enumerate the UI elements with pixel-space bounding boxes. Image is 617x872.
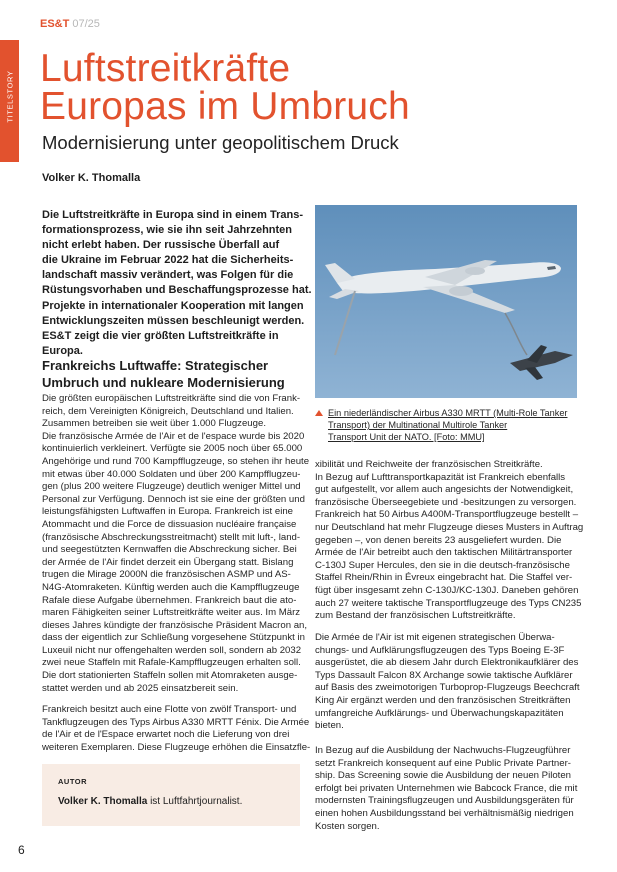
body-line: ship. Das Screening sowie die Ausbildung der neuen Piloten <box>315 770 572 782</box>
lead-line: nicht erlebt haben. Der russische Überfall auf <box>42 239 280 252</box>
body-line: xibilität und Reichweite der französischen Streitkräfte. <box>315 459 543 470</box>
body-line: weiteren Exemplaren. Diese Flugzeuge erhöhen die Einsatzfle- <box>42 741 311 753</box>
lead-line: Entwicklungszeiten müssen beschleunigt werden. <box>42 314 305 327</box>
caption-triangle-icon <box>315 410 323 416</box>
body-line: dass der eigentlich zur Schließung vorgesehene Stützpunkt in <box>42 632 305 644</box>
body-line: N4G-Atomraketen. Künftig werden auch die Kampfflugzeuge <box>42 581 300 593</box>
body-line: französische Überseegebiete und -besitzungen zu versorgen. <box>315 496 577 508</box>
title-line: Europas im Umbruch <box>40 85 410 128</box>
body-line: setzt Frankreich konsequent auf eine Public Private Partner- <box>315 757 571 769</box>
lead-paragraph <box>42 208 312 359</box>
lead-line: Projekte in internationaler Kooperation mit langen <box>42 299 304 312</box>
body-line: dieses Jahres kündigte der französische Präsident Macron an, <box>42 619 308 631</box>
body-column-right <box>315 459 583 623</box>
body-line: Atommacht und die Force de dissuasion nucléaire française <box>42 518 297 530</box>
lead-line: ES&T zeigt die vier größten Luftstreitkräfte in <box>42 329 279 342</box>
section-tab-label: TITELSTORY <box>5 70 15 123</box>
lead-line: landschaft massiv verändert, was Folgen für die <box>42 269 294 282</box>
body-line: stattet werden und ab 2025 einsatzbereit sein. <box>42 682 239 694</box>
body-column-left-continued <box>42 704 310 754</box>
body-line: mit etwas über 40.000 Soldaten und über 200 Kampfflugzeu- <box>42 468 301 480</box>
author-box-name: Volker K. Thomalla <box>58 796 148 807</box>
author-box-description: ist Luftfahrtjournalist. <box>147 796 243 807</box>
issue-number: 07/25 <box>72 18 100 30</box>
body-line: Luxeuil nicht nur offengehalten werden soll, sondern ab 2032 <box>42 644 302 656</box>
page-title <box>40 47 410 128</box>
body-line: umfangreiche Aufklärungs- und Überwachungskapazitäten <box>315 707 564 719</box>
body-line: reich, dem Vereinigten Königreich, Deutschland und Italien. <box>42 405 294 417</box>
body-line: maren Fähigkeiten seiner Luftstreitkräfte weiter aus. Im März <box>42 607 301 619</box>
body-line: auf Basis des zweimotorigen Turboprop-Flugzeugs Beechcraft <box>315 682 580 694</box>
body-line: Typs Dassault Falcon 8X Archange sowie taktische Aufklärer <box>315 669 573 681</box>
section-heading <box>42 357 300 391</box>
body-line: gut aufgestellt, vor allem auch angesichts der Notwendigkeit, <box>315 484 574 496</box>
body-line: Rafale diese Aufgabe übernehmen. Frankreich baut die ato- <box>42 594 297 606</box>
body-line: kontinuierlich verkleinert. Verfügte sie 2005 noch über 65.000 <box>42 443 303 455</box>
subtitle: Modernisierung unter geopolitischem Druck <box>42 132 399 153</box>
author-info-box <box>42 764 300 826</box>
body-line: Die größten europäischen Luftstreitkräfte sind die von Frank- <box>42 393 301 404</box>
body-line: nur Deutschland hat mehr Flugzeuge dieses Musters in Auftrag <box>315 521 584 533</box>
body-line: de l'Air et de l'Espace erwartet noch die Lieferung von drei <box>42 729 290 741</box>
body-line: C-130J Super Hercules, den sie in die deutsch-französische <box>315 559 570 571</box>
body-line: Angehörige und rund 700 Kampfflugzeuge, so stehen ihr heute <box>42 455 310 467</box>
issue-header <box>40 18 100 30</box>
magazine-brand: ES&T <box>40 18 70 30</box>
body-column-right-paragraph-3 <box>315 745 577 833</box>
body-line: zwei neue Staffeln mit Rafale-Kampfflugzeugen erhalten soll. <box>42 657 301 669</box>
body-line: fügt über insgesamt zehn C-130J/KC-130J. Daneben gehören <box>315 584 579 596</box>
lead-line: Rüstungsvorhaben und Beschaffungsprozesse hat. <box>42 284 312 297</box>
title-line: Luftstreitkräfte <box>40 47 291 90</box>
caption-line: Ein niederländischer Airbus A330 MRTT (Multi-Role Tanker <box>328 408 568 418</box>
body-line: In Bezug auf Lufttransportkapazität ist Frankreich ebenfalls <box>315 471 566 483</box>
page-number: 6 <box>18 843 25 857</box>
lead-line: Europa. <box>42 344 83 357</box>
body-line: erfolgt bei privaten Unternehmen wie Babcock France, die mit <box>315 782 578 794</box>
lead-line: Die Luftstreitkräfte in Europa sind in einem Trans- <box>42 209 303 221</box>
section-tab <box>0 40 19 162</box>
lead-line: formationsprozess, wie sie ihn seit Jahrzehnten <box>42 224 293 237</box>
body-line: Staffel Rhein/Rhin in Évreux eingebracht hat. Die Staffel ver- <box>315 572 573 584</box>
caption-line: Transport Unit der NATO. [Foto: MMU] <box>328 432 485 443</box>
body-line: In Bezug auf die Ausbildung der Nachwuchs-Flugzeugführer <box>315 745 571 756</box>
section-heading-line: Frankreichs Luftwaffe: Strategischer <box>42 358 269 373</box>
body-column-right-paragraph-2 <box>315 632 580 733</box>
body-line: Die dort stationierten Staffeln sollen mit Atomraketen ausge- <box>42 670 298 682</box>
body-line: ausgerüstet, die ab diesem Jahr durch Elektronikaufklärer des <box>315 657 579 669</box>
body-line: Tankflugzeugen des Typs Airbus A330 MRTT Fénix. Die Armée <box>42 716 310 728</box>
body-line: gen (plus 200 weitere Flugzeuge) deutlich weniger Mittel und <box>42 481 301 493</box>
body-line: (französische Abschreckungsstreitmacht) stellt mit luft-, land- <box>42 531 301 543</box>
body-line: King Air ergänzt werden und den französischen Streitkräften <box>315 694 571 706</box>
body-line: Personal zur Verfügung. Dennoch ist sie eine der größten und <box>42 493 305 505</box>
body-line: modernsten Trainingsflugzeugen und Ausbildungsgeräten für <box>315 795 574 807</box>
body-line: chungs- und Aufklärungsflugzeugen des Typs Boeing E-3F <box>315 644 565 656</box>
section-heading-line: Umbruch und nukleare Modernisierung <box>42 375 285 390</box>
body-line: auch 27 weitere taktische Transportflugzeuge des Typs CN235 <box>315 597 582 609</box>
body-column-left <box>42 393 309 695</box>
author-byline: Volker K. Thomalla <box>42 172 141 184</box>
caption-line: Transport) der Multinational Multirole Tanker <box>328 420 508 431</box>
body-line: einen hohen Ausbildungsstand bei verhältnismäßig niedrigen <box>315 807 574 819</box>
photo-caption <box>315 407 568 444</box>
body-line: leistungsfähigsten Luftwaffen in Europa. Frankreich ist eine <box>42 506 294 518</box>
body-line: trugen die Mirage 2000N die französischen ASMP und AS- <box>42 569 291 581</box>
body-line: Die französische Armée de l'Air et de l'espace wurde bis 2020 <box>42 430 305 442</box>
aircraft-photo-illustration <box>315 205 577 398</box>
author-box-label: AUTOR <box>58 777 88 786</box>
body-line: gegeben –, von denen bereits 23 ausgeliefert wurden. Die <box>315 534 562 546</box>
author-box-text <box>58 796 242 807</box>
body-line: der Armée de l'Air findet derzeit ein Übergang statt. Bislang <box>42 556 294 568</box>
body-line: und seegestützten Kernwaffen die Abschreckung sicher. Bei <box>42 544 297 556</box>
lead-line: die Ukraine im Februar 2022 hat die Sicherheits- <box>42 254 294 267</box>
aircraft-photo <box>315 205 577 398</box>
body-line: Kosten sorgen. <box>315 820 380 832</box>
body-line: Zusammen betreiben sie weit über 1.000 Flugzeuge. <box>42 418 266 430</box>
body-line: zum Bestand der französischen Luftstreitkräfte. <box>315 610 516 622</box>
body-line: Frankreich hat 50 Airbus A400M-Transportflugzeuge bestellt – <box>315 509 579 521</box>
body-line: Frankreich besitzt auch eine Flotte von zwölf Transport- und <box>42 704 297 715</box>
body-line: bieten. <box>315 720 344 732</box>
body-line: Die Armée de l'Air ist mit eigenen strategischen Überwa- <box>315 632 555 643</box>
body-line: Armée de l'Air betreibt auch den taktischen Militärtransporter <box>315 547 573 559</box>
